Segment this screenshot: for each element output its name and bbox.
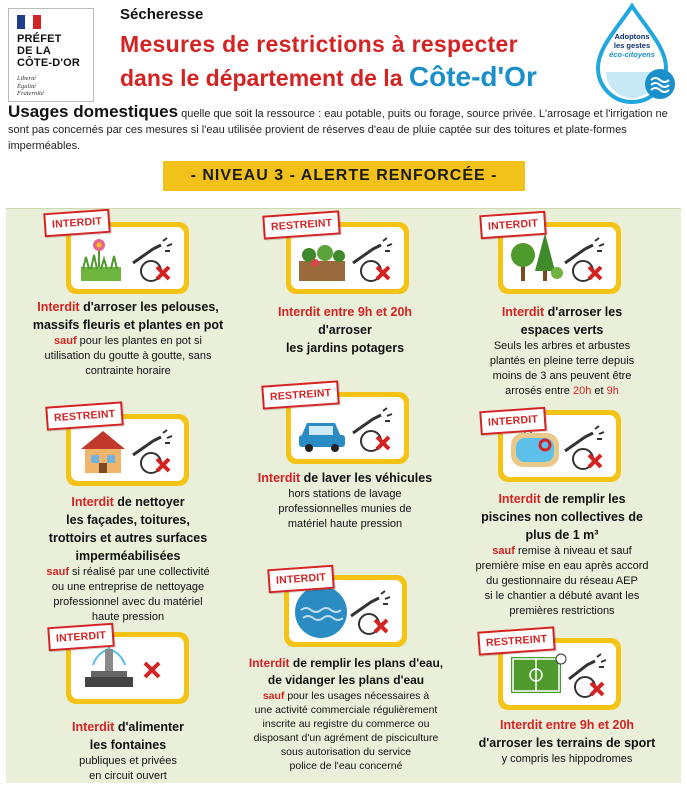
trees-icon: [511, 233, 563, 281]
forbidden-cross-icon: [145, 663, 159, 677]
card-facades-text: Interdit de nettoyer les façades, toitures, trottoirs et autres surfaces imperméabilisées sauf si réalisé par une collectivité ou une entreprise de nettoyage professionnel avec du matériel haute pression: [46, 495, 210, 623]
french-flag-icon: [17, 15, 41, 29]
vegetable-garden-icon: [299, 245, 345, 281]
fountain-icon: [85, 645, 133, 687]
forbidden-cross-icon: [377, 267, 389, 279]
pond-icon: [295, 586, 347, 638]
card-pools-text: Interdit de remplir les piscines non collectives de plus de 1 m³ sauf remise à niveau et sauf première mise en eau après accord du gestionnaire du réseau AEP si le chantier a débuté avant les premières restrictions: [475, 492, 649, 617]
forbidden-cross-icon: [377, 437, 389, 449]
status-badge: INTERDIT: [479, 407, 547, 436]
status-badge: INTERDIT: [479, 211, 547, 240]
car-icon: [299, 423, 345, 452]
lawn-flowers-icon: [81, 239, 121, 281]
logo-motto: Liberté Égalité Fraternité: [17, 75, 44, 97]
status-badge: INTERDIT: [43, 209, 111, 238]
card-sports-text: Interdit entre 9h et 20h d'arroser les terrains de sport y compris les hippodromes: [478, 718, 656, 765]
status-badge: RESTREINT: [45, 401, 124, 430]
status-badge: RESTREINT: [262, 210, 341, 239]
status-badge: INTERDIT: [267, 565, 335, 594]
department-name: Côte-d'Or: [408, 61, 537, 92]
page-title-line1: Mesures de restrictions à respecter: [120, 31, 518, 57]
forbidden-cross-icon: [589, 267, 601, 279]
sports-field-icon: [511, 654, 566, 693]
card-fountains-text: Interdit d'alimenter les fontaines publiques et privées en circuit ouvert: [71, 720, 185, 782]
house-icon: [81, 431, 125, 473]
forbidden-cross-icon: [375, 620, 387, 632]
card-vehicles-text: Interdit de laver les véhicules hors stations de lavage professionnelles munies de matériel haute pression: [257, 471, 433, 530]
forbidden-cross-icon: [157, 459, 169, 471]
card-garden-text: Interdit entre 9h et 20h d'arroser les jardins potagers: [277, 305, 413, 355]
page-title-line2: dans le département de la Côte-d'Or: [120, 61, 537, 92]
forbidden-cross-icon: [157, 267, 169, 279]
intro-paragraph: Usages domestiques quelle que soit la ressource : eau potable, puits ou forage, source privée. L'arrosage et l'irrigation ne sont pas concernés par ces mesures si l'eau utilisée provient de réserves d'eau de pluie captée sur des toitures et plate-formes imperméables.: [8, 102, 668, 152]
status-badge: RESTREINT: [477, 626, 556, 655]
eco-citizen-badge: Adoptons les gestes éco-citoyens: [582, 2, 682, 106]
card-green-spaces-text: Interdit d'arroser les espaces verts Seuls les arbres et arbustes plantés en pleine terre depuis moins de 3 ans peuvent être arrosés entre 20h et 9h: [489, 305, 635, 397]
logo-title: PRÉFET DE LA CÔTE-D'OR: [17, 33, 81, 69]
status-badge: INTERDIT: [47, 623, 115, 652]
card-ponds-text: Interdit de remplir les plans d'eau, de vidanger les plans d'eau sauf pour les usages nécessaires à une activité commerciale régulièrement inscrite au registre du commerce ou disposant d'un agrément de pisciculture sous autorisation du service police de l'eau concerné: [248, 656, 444, 772]
kicker: Sécheresse: [120, 6, 204, 23]
forbidden-cross-icon: [591, 683, 603, 695]
alert-level-banner: - NIVEAU 3 - ALERTE RENFORCÉE -: [163, 161, 525, 191]
status-badge: RESTREINT: [261, 380, 340, 409]
forbidden-cross-icon: [589, 455, 601, 467]
card-lawns-text: Interdit d'arroser les pelouses, massifs fleuris et plantes en pot sauf pour les plantes en pot si utilisation du goutte à goutte, sans contrainte horaire: [32, 300, 224, 377]
prefecture-logo: [8, 8, 94, 102]
intro-lead: Usages domestiques: [8, 102, 179, 121]
